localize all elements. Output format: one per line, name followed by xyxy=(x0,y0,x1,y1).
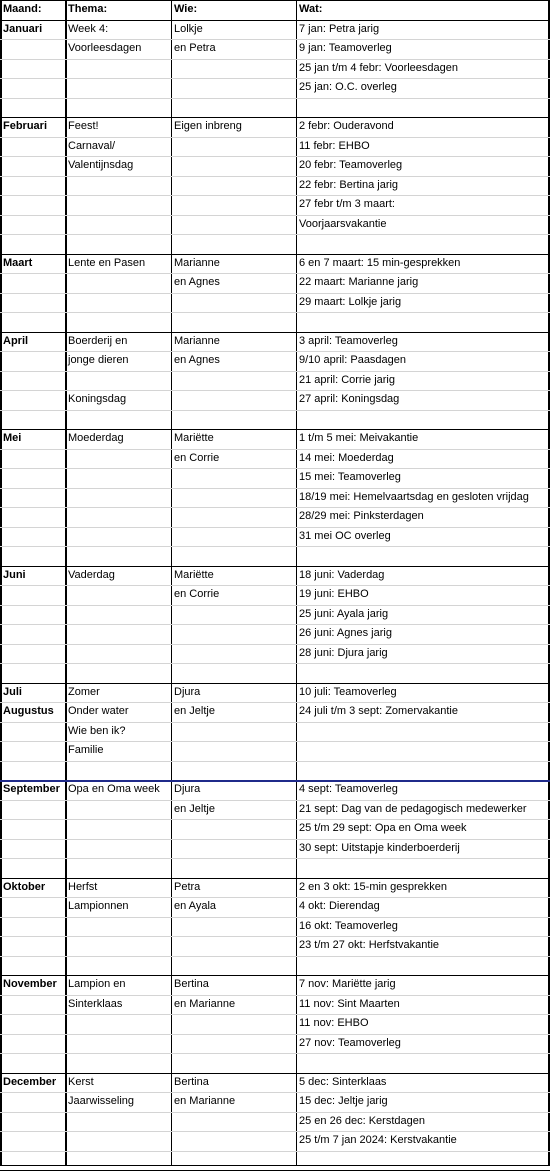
theme-line: Opa en Oma week xyxy=(68,783,160,795)
event-line: 29 maart: Lolkje jarig xyxy=(299,295,402,308)
row-gridline xyxy=(0,507,550,508)
row-gridline xyxy=(0,624,550,625)
theme-line: jonge dieren xyxy=(68,354,129,366)
event-line: 31 mei OC overleg xyxy=(299,529,391,542)
month-label: Maart xyxy=(3,256,33,269)
who-line: Djura xyxy=(174,783,201,795)
month-label: Juli xyxy=(3,685,22,698)
event-line: 25 jan: O.C. overleg xyxy=(299,81,397,93)
event-line: 18/19 mei: Hemelvaartsdag en gesloten vrijdag xyxy=(299,490,529,503)
event-line: 21 sept: Dag van de pedagogisch medewerker xyxy=(299,802,527,815)
event-line: 20 febr: Teamoverleg xyxy=(299,159,403,171)
row-gridline xyxy=(0,761,550,762)
theme-line: Moederdag xyxy=(68,432,124,444)
event-line: 28 juni: Djura jarig xyxy=(299,646,388,659)
month-label: September xyxy=(3,783,60,795)
theme-line: Lampionnen xyxy=(68,900,129,912)
event-line: 11 febr: EHBO xyxy=(299,139,370,152)
row-gridline xyxy=(0,1131,550,1132)
row-gridline xyxy=(0,98,550,99)
event-line: 14 mei: Moederdag xyxy=(299,451,394,464)
event-line: 1 t/m 5 mei: Meivakantie xyxy=(299,432,419,444)
theme-line: Week 4: xyxy=(68,22,109,35)
row-gridline xyxy=(0,527,550,528)
header-what: Wat: xyxy=(299,3,323,15)
row-gridline xyxy=(0,917,550,918)
row-gridline xyxy=(0,59,550,60)
row-gridline xyxy=(0,1112,550,1113)
who-line: en Corrie xyxy=(174,451,220,464)
event-line: 10 juli: Teamoverleg xyxy=(299,685,397,698)
event-line: 2 febr: Ouderavond xyxy=(299,120,394,132)
who-line: Marianne xyxy=(174,256,220,269)
who-line: Mariëtte xyxy=(174,568,214,581)
event-line: 15 mei: Teamoverleg xyxy=(299,471,401,483)
theme-line: Koningsdag xyxy=(68,393,127,405)
month-label: Juni xyxy=(3,568,26,581)
row-gridline xyxy=(0,410,550,411)
theme-line: Jaarwisseling xyxy=(68,1095,135,1107)
event-line: 25 t/m 29 sept: Opa en Oma week xyxy=(299,822,467,834)
event-line: 30 sept: Uitstapje kinderboerderij xyxy=(299,841,460,854)
event-line: 4 okt: Dierendag xyxy=(299,900,380,912)
event-line: 7 nov: Mariëtte jarig xyxy=(299,978,396,990)
row-gridline xyxy=(0,644,550,645)
who-line: en Jeltje xyxy=(174,802,215,815)
event-line: 22 febr: Bertina jarig xyxy=(299,178,399,191)
row-gridline xyxy=(0,663,550,664)
month-label: Februari xyxy=(3,120,48,132)
who-line: en Petra xyxy=(174,42,216,54)
row-gridline xyxy=(0,234,550,235)
who-line: en Marianne xyxy=(174,997,236,1010)
who-line: en Marianne xyxy=(174,1095,236,1107)
event-line: 22 maart: Marianne jarig xyxy=(299,276,419,288)
row-gridline xyxy=(0,176,550,177)
month-label: Mei xyxy=(3,432,22,444)
month-label: November xyxy=(3,978,57,990)
row-gridline xyxy=(0,1014,550,1015)
who-line: Lolkje xyxy=(174,22,203,35)
who-line: en Agnes xyxy=(174,276,220,288)
event-line: 25 jan t/m 4 febr: Voorleesdagen xyxy=(299,61,458,74)
row-gridline xyxy=(0,956,550,957)
who-line: Djura xyxy=(174,685,201,698)
who-line: en Corrie xyxy=(174,588,220,600)
theme-line: Vaderdag xyxy=(68,568,115,581)
row-gridline xyxy=(0,546,550,547)
event-line: 18 juni: Vaderdag xyxy=(299,568,385,581)
event-line: 21 april: Corrie jarig xyxy=(299,373,395,386)
row-gridline xyxy=(0,605,550,606)
who-line: Marianne xyxy=(174,334,220,347)
row-gridline xyxy=(0,468,550,469)
event-line: 27 nov: Teamoverleg xyxy=(299,1036,401,1049)
event-line: 23 t/m 27 okt: Herfstvakantie xyxy=(299,939,440,951)
theme-line: Valentijnsdag xyxy=(68,159,134,171)
theme-line: Onder water xyxy=(68,705,129,717)
event-line: 25 en 26 dec: Kerstdagen xyxy=(299,1114,425,1127)
header-month: Maand: xyxy=(3,3,42,15)
month-label: Oktober xyxy=(3,880,46,893)
event-line: 11 nov: EHBO xyxy=(299,1017,369,1029)
event-line: 9/10 april: Paasdagen xyxy=(299,354,407,366)
theme-line: Familie xyxy=(68,744,104,756)
month-label: Augustus xyxy=(3,705,54,717)
row-gridline xyxy=(0,273,550,274)
theme-line: Lampion en xyxy=(68,978,126,990)
event-line: 4 sept: Teamoverleg xyxy=(299,783,398,795)
who-line: Bertina xyxy=(174,978,209,990)
row-gridline xyxy=(0,293,550,294)
row-gridline xyxy=(0,78,550,79)
theme-line: Wie ben ik? xyxy=(68,724,126,737)
row-gridline xyxy=(0,585,550,586)
event-line: 3 april: Teamoverleg xyxy=(299,334,398,347)
event-line: 24 juli t/m 3 sept: Zomervakantie xyxy=(299,705,458,717)
row-gridline xyxy=(0,195,550,196)
event-line: Voorjaarsvakantie xyxy=(299,217,387,230)
header-who: Wie: xyxy=(174,3,198,15)
who-line: en Jeltje xyxy=(174,705,215,717)
theme-line: Zomer xyxy=(68,685,100,698)
event-line: 19 juni: EHBO xyxy=(299,588,369,600)
event-line: 25 t/m 7 jan 2024: Kerstvakantie xyxy=(299,1134,457,1146)
row-gridline xyxy=(0,1151,550,1152)
row-gridline xyxy=(0,449,550,450)
theme-line: Feest! xyxy=(68,120,99,132)
month-label: Januari xyxy=(3,22,43,35)
event-line: 16 okt: Teamoverleg xyxy=(299,919,398,932)
row-gridline xyxy=(0,858,550,859)
theme-line: Kerst xyxy=(68,1075,94,1088)
row-gridline xyxy=(0,312,550,313)
row-gridline xyxy=(0,1053,550,1054)
event-line: 7 jan: Petra jarig xyxy=(299,22,380,35)
theme-line: Boerderij en xyxy=(68,334,128,347)
month-label: December xyxy=(3,1075,57,1088)
event-line: 26 juni: Agnes jarig xyxy=(299,627,392,639)
theme-line: Sinterklaas xyxy=(68,997,123,1010)
event-line: 9 jan: Teamoverleg xyxy=(299,42,392,54)
row-gridline xyxy=(0,839,550,840)
theme-line: Voorleesdagen xyxy=(68,42,142,54)
row-gridline xyxy=(0,215,550,216)
event-line: 25 juni: Ayala jarig xyxy=(299,607,389,620)
event-line: 6 en 7 maart: 15 min-gesprekken xyxy=(299,256,461,269)
event-line: 15 dec: Jeltje jarig xyxy=(299,1095,388,1107)
event-line: 5 dec: Sinterklaas xyxy=(299,1075,387,1088)
who-line: en Agnes xyxy=(174,354,220,366)
month-label: April xyxy=(3,334,29,347)
event-line: 2 en 3 okt: 15-min gesprekken xyxy=(299,880,447,893)
event-line: 11 nov: Sint Maarten xyxy=(299,997,400,1010)
event-line: 27 april: Koningsdag xyxy=(299,393,400,405)
theme-line: Lente en Pasen xyxy=(68,256,146,269)
who-line: en Ayala xyxy=(174,900,217,912)
event-line: 28/29 mei: Pinksterdagen xyxy=(299,510,424,522)
who-line: Mariëtte xyxy=(174,432,214,444)
who-line: Bertina xyxy=(174,1075,209,1088)
row-gridline xyxy=(0,1034,550,1035)
row-gridline xyxy=(0,936,550,937)
header-theme: Thema: xyxy=(68,3,108,15)
theme-line: Herfst xyxy=(68,880,98,893)
theme-line: Carnaval/ xyxy=(68,139,116,152)
who-line: Eigen inbreng xyxy=(174,120,242,132)
row-gridline xyxy=(0,819,550,820)
row-gridline xyxy=(0,371,550,372)
who-line: Petra xyxy=(174,880,201,893)
event-line: 27 febr t/m 3 maart: xyxy=(299,198,395,210)
sheet-bottom-rule xyxy=(0,1165,550,1166)
